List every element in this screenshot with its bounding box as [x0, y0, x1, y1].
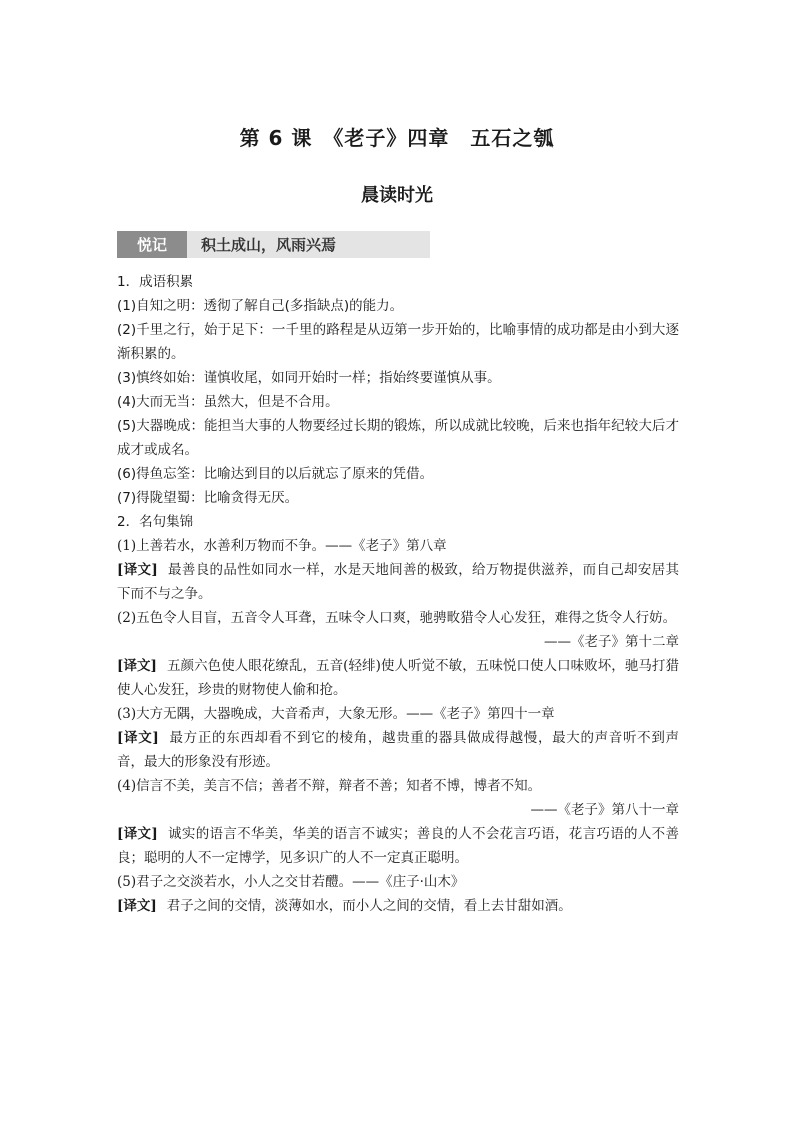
- translation: [117, 558, 679, 606]
- quote-source: ——《老子》第八十一章: [530, 802, 679, 818]
- translation: [117, 894, 679, 918]
- idiom-heading: 1．成语积累: [117, 274, 194, 290]
- quote-item: (5)君子之交淡若水，小人之交甘若醴。——《庄子·山木》: [117, 874, 465, 890]
- idiom-item: (2)千里之行，始于足下：一千里的路程是从迈第一步开始的，比喻事情的成功都是由小到大逐渐积累的。: [117, 322, 679, 362]
- idiom-item: (1)自知之明：透彻了解自己(多指缺点)的能力。: [117, 298, 404, 314]
- translation-label: [译文]: [117, 658, 157, 674]
- page-title: 第 6 课 《老子》四章 五石之瓠: [239, 126, 555, 150]
- banner-text: 积土成山，风雨兴焉: [201, 236, 337, 254]
- translation: [117, 726, 679, 774]
- main-content: [117, 270, 679, 918]
- memo-banner: [117, 231, 430, 258]
- idiom-item: (3)慎终如始：谨慎收尾，如同开始时一样；指始终要谨慎从事。: [117, 370, 501, 386]
- idiom-item: (7)得陇望蜀：比喻贪得无厌。: [117, 490, 299, 506]
- idiom-item: (5)大器晚成：能担当大事的人物要经过长期的锻炼，所以成就比较晚，后来也指年纪较大后才成才或成名。: [117, 418, 679, 458]
- quote-source: ——《老子》第十二章: [544, 634, 679, 650]
- translation-label: [译文]: [117, 898, 157, 914]
- translation-text: 诚实的语言不华美，华美的语言不诚实；善良的人不会花言巧语，花言巧语的人不善良；聪明的人不一定博学，见多识广的人不一定真正聪明。: [117, 826, 679, 866]
- quote-item: (2)五色令人目盲，五音令人耳聋，五味令人口爽，驰骋畋猎令人心发狂，难得之货令人行妨。: [117, 610, 677, 626]
- banner-tag: 悦记: [117, 231, 187, 258]
- translation-text: 君子之间的交情，淡薄如水，而小人之间的交情，看上去甘甜如酒。: [166, 898, 572, 914]
- translation-label: [译文]: [117, 826, 158, 842]
- idiom-item: (6)得鱼忘筌：比喻达到目的以后就忘了原来的凭借。: [117, 466, 434, 482]
- translation: [117, 654, 679, 702]
- translation-label: [译文]: [117, 730, 159, 746]
- translation-text: 五颜六色使人眼花缭乱，五音(轻绯)使人听觉不敏，五味悦口使人口味败坏，驰马打猎使人心发狂，珍贵的财物使人偷和抢。: [117, 658, 679, 698]
- quotes-heading: 2．名句集锦: [117, 514, 194, 530]
- idiom-item: (4)大而无当：虽然大，但是不合用。: [117, 394, 339, 410]
- quote-item: (1)上善若水，水善利万物而不争。——《老子》第八章: [117, 538, 447, 554]
- translation: [117, 822, 679, 870]
- section-subtitle: 晨读时光: [361, 185, 433, 206]
- translation-label: [译文]: [117, 562, 158, 578]
- quote-item: (3)大方无隅，大器晚成，大音希声，大象无形。——《老子》第四十一章: [117, 706, 555, 722]
- quote-item: (4)信言不美，美言不信；善者不辩，辩者不善；知者不博，博者不知。: [117, 778, 542, 794]
- translation-text: 最善良的品性如同水一样，水是天地间善的极致，给万物提供滋养，而自己却安居其下而不与之争。: [117, 562, 679, 602]
- translation-text: 最方正的东西却看不到它的棱角，越贵重的器具做成得越慢，最大的声音听不到声音，最大的形象没有形迹。: [117, 730, 679, 770]
